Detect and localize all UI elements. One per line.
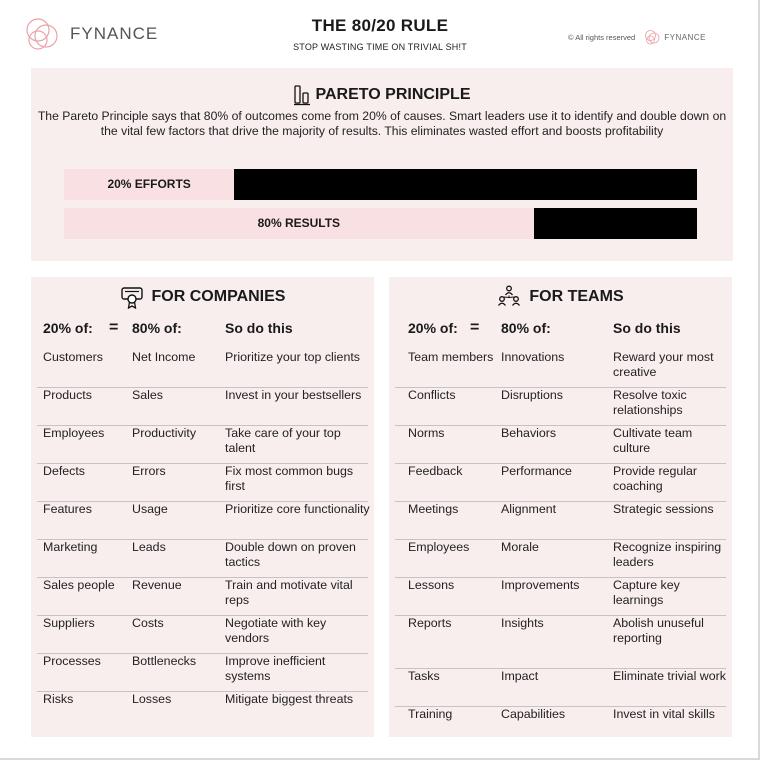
table-cell: Net Income <box>132 350 196 364</box>
table-cell: Usage <box>132 502 168 516</box>
table-row <box>395 707 726 745</box>
table-cell: Reward your most creative <box>613 350 714 379</box>
pareto-description: The Pareto Principle says that 80% of outcomes come from 20% of causes. Smart leaders use it to identify and double down on the vital few factors that drive the majority of results. This eliminates wasted effort and boosts profitability <box>37 109 727 138</box>
table-row <box>395 669 726 707</box>
table-cell: Losses <box>132 692 172 706</box>
table-cell: Productivity <box>132 426 197 440</box>
companies-header-col2: 80% of: <box>132 320 182 336</box>
companies-header-col3: So do this <box>225 320 293 336</box>
certificate-icon <box>120 285 144 309</box>
table-row <box>395 616 726 669</box>
teams-equals-sign: = <box>470 319 480 336</box>
small-circles-icon <box>644 29 662 45</box>
table-cell: Feedback <box>408 464 463 478</box>
teams-header-col1: 20% of: <box>408 320 458 336</box>
table-cell: Risks <box>43 692 74 706</box>
table-cell: Resolve toxic relationships <box>613 388 687 417</box>
companies-panel <box>31 277 374 737</box>
table-cell: Train and motivate vital reps <box>225 578 353 607</box>
table-row <box>395 350 726 388</box>
efforts-bar-label: 20% EFFORTS <box>107 177 191 191</box>
pareto-panel <box>31 68 733 261</box>
table-cell: Features <box>43 502 92 516</box>
table-cell: Eliminate trivial work <box>613 669 726 683</box>
table-row <box>37 502 368 540</box>
teams-header-col2: 80% of: <box>501 320 551 336</box>
pareto-heading-text: PARETO PRINCIPLE <box>315 86 471 103</box>
efforts-bar <box>64 169 697 200</box>
table-cell: Impact <box>501 669 539 683</box>
table-row <box>37 464 368 502</box>
table-row <box>395 502 726 540</box>
table-cell: Tasks <box>408 669 440 683</box>
results-bar-fill <box>534 208 697 239</box>
table-row <box>395 578 726 616</box>
table-cell: Mitigate biggest threats <box>225 692 354 706</box>
table-cell: Prioritize core functionality <box>225 502 370 516</box>
table-cell: Prioritize your top clients <box>225 350 360 364</box>
table-cell: Invest in your bestsellers <box>225 388 362 402</box>
table-cell: Errors <box>132 464 166 478</box>
interlocking-circles-icon <box>24 16 64 52</box>
table-cell: Double down on proven tactics <box>225 540 356 569</box>
teams-title <box>389 285 732 309</box>
table-cell: Strategic sessions <box>613 502 714 516</box>
table-cell: Disruptions <box>501 388 563 402</box>
table-row <box>37 654 368 692</box>
table-cell: Training <box>408 707 453 721</box>
table-cell: Reports <box>408 616 452 630</box>
companies-table <box>37 350 368 730</box>
teams-header-col3: So do this <box>613 320 681 336</box>
table-row <box>37 616 368 654</box>
table-row <box>395 464 726 502</box>
table-cell: Provide regular coaching <box>613 464 698 493</box>
table-cell: Employees <box>408 540 470 554</box>
teams-title-text: FOR TEAMS <box>529 288 624 305</box>
table-cell: Innovations <box>501 350 565 364</box>
teams-panel <box>389 277 732 737</box>
table-cell: Suppliers <box>43 616 95 630</box>
table-cell: Alignment <box>501 502 557 516</box>
table-cell: Morale <box>501 540 539 554</box>
table-cell: Improve inefficient systems <box>225 654 326 683</box>
table-cell: Norms <box>408 426 445 440</box>
table-cell: Conflicts <box>408 388 456 402</box>
table-row <box>395 540 726 578</box>
table-cell: Defects <box>43 464 86 478</box>
table-row <box>395 388 726 426</box>
table-cell: Capabilities <box>501 707 566 721</box>
table-cell: Leads <box>132 540 166 554</box>
table-cell: Abolish unuseful reporting <box>613 616 704 645</box>
table-row <box>395 426 726 464</box>
table-cell: Performance <box>501 464 572 478</box>
table-cell: Revenue <box>132 578 182 592</box>
small-brand-logo <box>644 29 706 45</box>
table-cell: Sales <box>132 388 163 402</box>
table-cell: Lessons <box>408 578 455 592</box>
companies-equals-sign: = <box>109 319 119 336</box>
brand-logo <box>24 16 158 52</box>
table-cell: Marketing <box>43 540 98 554</box>
table-cell: Invest in vital skills <box>613 707 715 721</box>
table-cell: Negotiate with key vendors <box>225 616 327 645</box>
table-row <box>37 426 368 464</box>
page-title: THE 80/20 RULE <box>311 16 449 35</box>
table-cell: Capture key learnings <box>613 578 680 607</box>
table-cell: Recognize inspiring leaders <box>613 540 722 569</box>
companies-header-col1: 20% of: <box>43 320 93 336</box>
brand-name: FYNANCE <box>70 24 159 43</box>
page-subtitle: STOP WASTING TIME ON TRIVIAL SH!T <box>293 42 467 52</box>
results-bar <box>64 208 697 239</box>
pareto-heading <box>31 84 733 106</box>
table-cell: Improvements <box>501 578 580 592</box>
table-cell: Cultivate team culture <box>613 426 693 455</box>
companies-title-text: FOR COMPANIES <box>151 288 286 305</box>
table-row <box>37 578 368 616</box>
teams-table <box>395 350 726 745</box>
table-cell: Costs <box>132 616 164 630</box>
table-row <box>37 350 368 388</box>
table-row <box>37 540 368 578</box>
table-cell: Customers <box>43 350 103 364</box>
table-cell: Products <box>43 388 92 402</box>
table-cell: Fix most common bugs first <box>225 464 354 493</box>
results-bar-label: 80% RESULTS <box>257 216 341 230</box>
bar-chart-icon <box>294 84 310 106</box>
table-cell: Processes <box>43 654 101 668</box>
small-brand-name: FYNANCE <box>664 32 706 42</box>
table-cell: Sales people <box>43 578 115 592</box>
table-cell: Behaviors <box>501 426 557 440</box>
efforts-bar-fill <box>234 169 697 200</box>
table-cell: Team members <box>408 350 494 364</box>
table-cell: Employees <box>43 426 105 440</box>
rights-notice <box>568 29 706 45</box>
rights-text: © All rights reserved <box>568 32 636 42</box>
table-row <box>37 692 368 730</box>
table-cell: Bottlenecks <box>132 654 197 668</box>
table-row <box>37 388 368 426</box>
title-block <box>240 16 520 52</box>
table-cell: Insights <box>501 616 544 630</box>
table-cell: Meetings <box>408 502 459 516</box>
team-hierarchy-icon <box>497 285 521 309</box>
table-cell: Take care of your top talent <box>225 426 341 455</box>
companies-title <box>31 285 374 309</box>
